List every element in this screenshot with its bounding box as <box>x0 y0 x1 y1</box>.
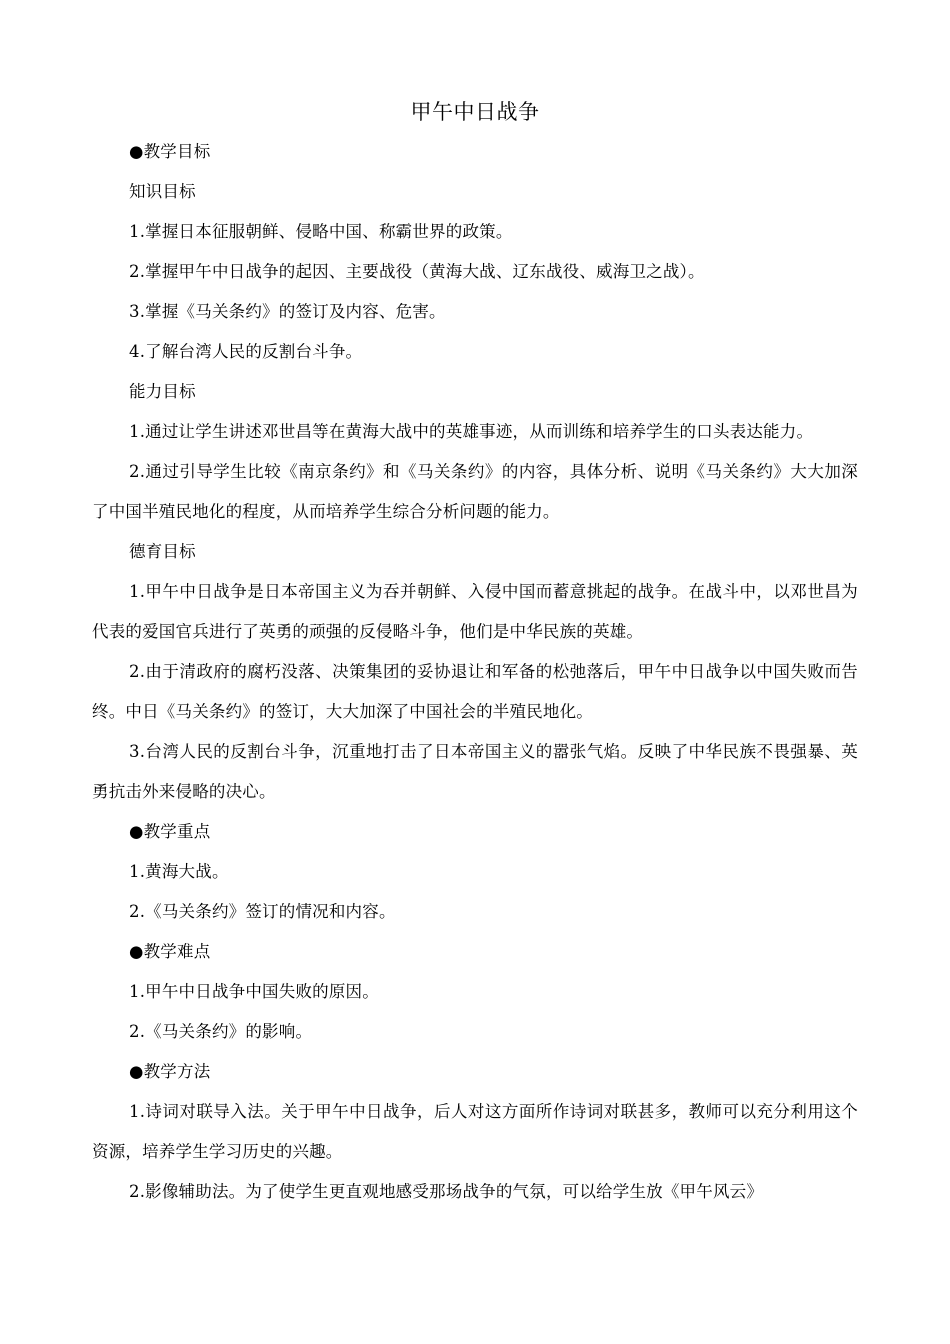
section-heading-teaching-methods: ●教学方法 <box>129 1062 211 1081</box>
document-page <box>92 92 858 1212</box>
section-heading-key-points: ●教学重点 <box>129 822 211 841</box>
paragraph: 1.诗词对联导入法。关于甲午中日战争，后人对这方面所作诗词对联甚多，教师可以充分利用这个资源，培养学生学习历史的兴趣。 <box>92 1102 858 1161</box>
paragraph: 2.由于清政府的腐朽没落、决策集团的妥协退让和军备的松弛落后，甲午中日战争以中国失败而告终。中日《马关条约》的签订，大大加深了中国社会的半殖民地化。 <box>92 662 858 721</box>
paragraph: 1.甲午中日战争是日本帝国主义为吞并朝鲜、入侵中国而蓄意挑起的战争。在战斗中，以邓世昌为代表的爱国官兵进行了英勇的顽强的反侵略斗争，他们是中华民族的英雄。 <box>92 582 858 641</box>
paragraph: 3.台湾人民的反割台斗争，沉重地打击了日本帝国主义的嚣张气焰。反映了中华民族不畏强暴、英勇抗击外来侵略的决心。 <box>92 742 858 801</box>
paragraph: 2.影像辅助法。为了使学生更直观地感受那场战争的气氛，可以给学生放《甲午风云》 <box>129 1182 764 1201</box>
paragraph: 1.通过让学生讲述邓世昌等在黄海大战中的英雄事迹，从而训练和培养学生的口头表达能力。 <box>129 422 814 441</box>
section-heading-difficulties: ●教学难点 <box>129 942 211 961</box>
paragraph: 1.掌握日本征服朝鲜、侵略中国、称霸世界的政策。 <box>129 222 513 241</box>
paragraph: 1.甲午中日战争中国失败的原因。 <box>129 982 379 1001</box>
subheading-moral-objectives: 德育目标 <box>129 542 196 561</box>
document-title: 甲午中日战争 <box>410 100 540 124</box>
paragraph: 1.黄海大战。 <box>129 862 229 881</box>
paragraph: 2.《马关条约》的影响。 <box>129 1022 313 1041</box>
paragraph: 2.通过引导学生比较《南京条约》和《马关条约》的内容，具体分析、说明《马关条约》大大加深了中国半殖民地化的程度，从而培养学生综合分析问题的能力。 <box>92 462 858 521</box>
paragraph: 4.了解台湾人民的反割台斗争。 <box>129 342 363 361</box>
paragraph: 2.《马关条约》签订的情况和内容。 <box>129 902 396 921</box>
paragraph: 2.掌握甲午中日战争的起因、主要战役（黄海大战、辽东战役、威海卫之战）。 <box>129 262 705 281</box>
section-heading-teaching-objectives: ●教学目标 <box>129 142 211 161</box>
subheading-ability-objectives: 能力目标 <box>129 382 196 401</box>
subheading-knowledge-objectives: 知识目标 <box>129 182 196 201</box>
paragraph: 3.掌握《马关条约》的签订及内容、危害。 <box>129 302 446 321</box>
